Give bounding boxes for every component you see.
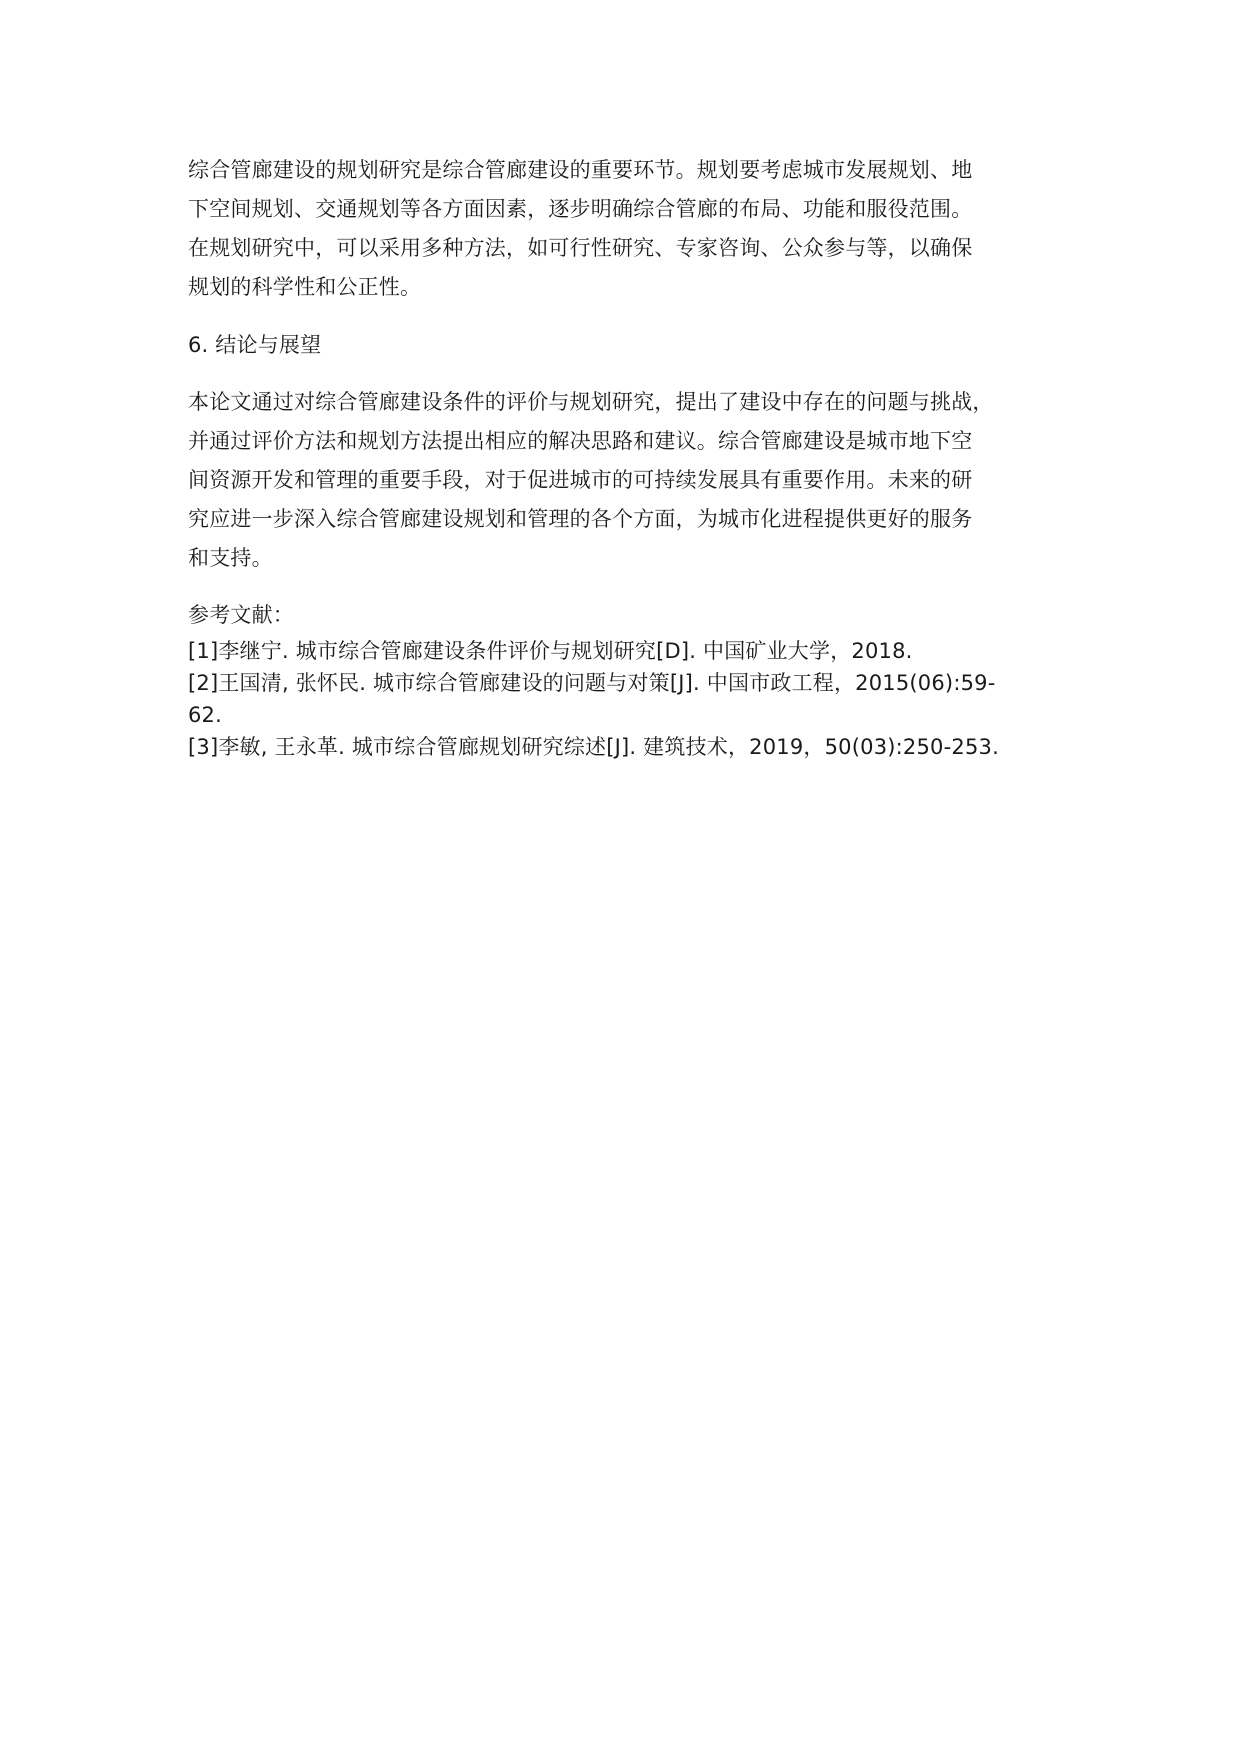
text-line: 综合管廊建设的规划研究是综合管廊建设的重要环节。规划要考虑城市发展规划、地 xyxy=(188,158,973,182)
section-heading-conclusion: 6. 结论与展望 xyxy=(188,333,322,357)
text-line: 规划的科学性和公正性。 xyxy=(188,275,422,299)
paragraph-conclusion xyxy=(188,383,1078,578)
reference-line: [2]王国清, 张怀民. 城市综合管廊建设的问题与对策[J]. 中国市政工程，2015(06):59- xyxy=(188,671,996,695)
reference-line: [1]李继宁. 城市综合管廊建设条件评价与规划研究[D]. 中国矿业大学，2018. xyxy=(188,639,913,663)
reference-item-3 xyxy=(188,731,1078,763)
paragraph-planning-research xyxy=(188,151,1078,307)
reference-item-2 xyxy=(188,667,1078,731)
text-line: 究应进一步深入综合管廊建设规划和管理的各个方面，为城市化进程提供更好的服务 xyxy=(188,507,973,531)
text-line: 间资源开发和管理的重要手段，对于促进城市的可持续发展具有重要作用。未来的研 xyxy=(188,468,973,492)
document-body xyxy=(188,151,1078,763)
reference-item-1 xyxy=(188,635,1078,667)
text-line: 在规划研究中，可以采用多种方法，如可行性研究、专家咨询、公众参与等，以确保 xyxy=(188,236,973,260)
text-line: 并通过评价方法和规划方法提出相应的解决思路和建议。综合管廊建设是城市地下空 xyxy=(188,429,973,453)
reference-line: 62. xyxy=(188,703,222,727)
text-line: 和支持。 xyxy=(188,546,273,570)
text-line: 下空间规划、交通规划等各方面因素，逐步明确综合管廊的布局、功能和服役范围。 xyxy=(188,197,973,221)
reference-line: [3]李敏, 王永革. 城市综合管廊规划研究综述[J]. 建筑技术，2019，50(03):250-253. xyxy=(188,735,999,759)
text-line: 本论文通过对综合管廊建设条件的评价与规划研究，提出了建设中存在的问题与挑战， xyxy=(188,390,994,414)
references-heading: 参考文献： xyxy=(188,603,294,627)
